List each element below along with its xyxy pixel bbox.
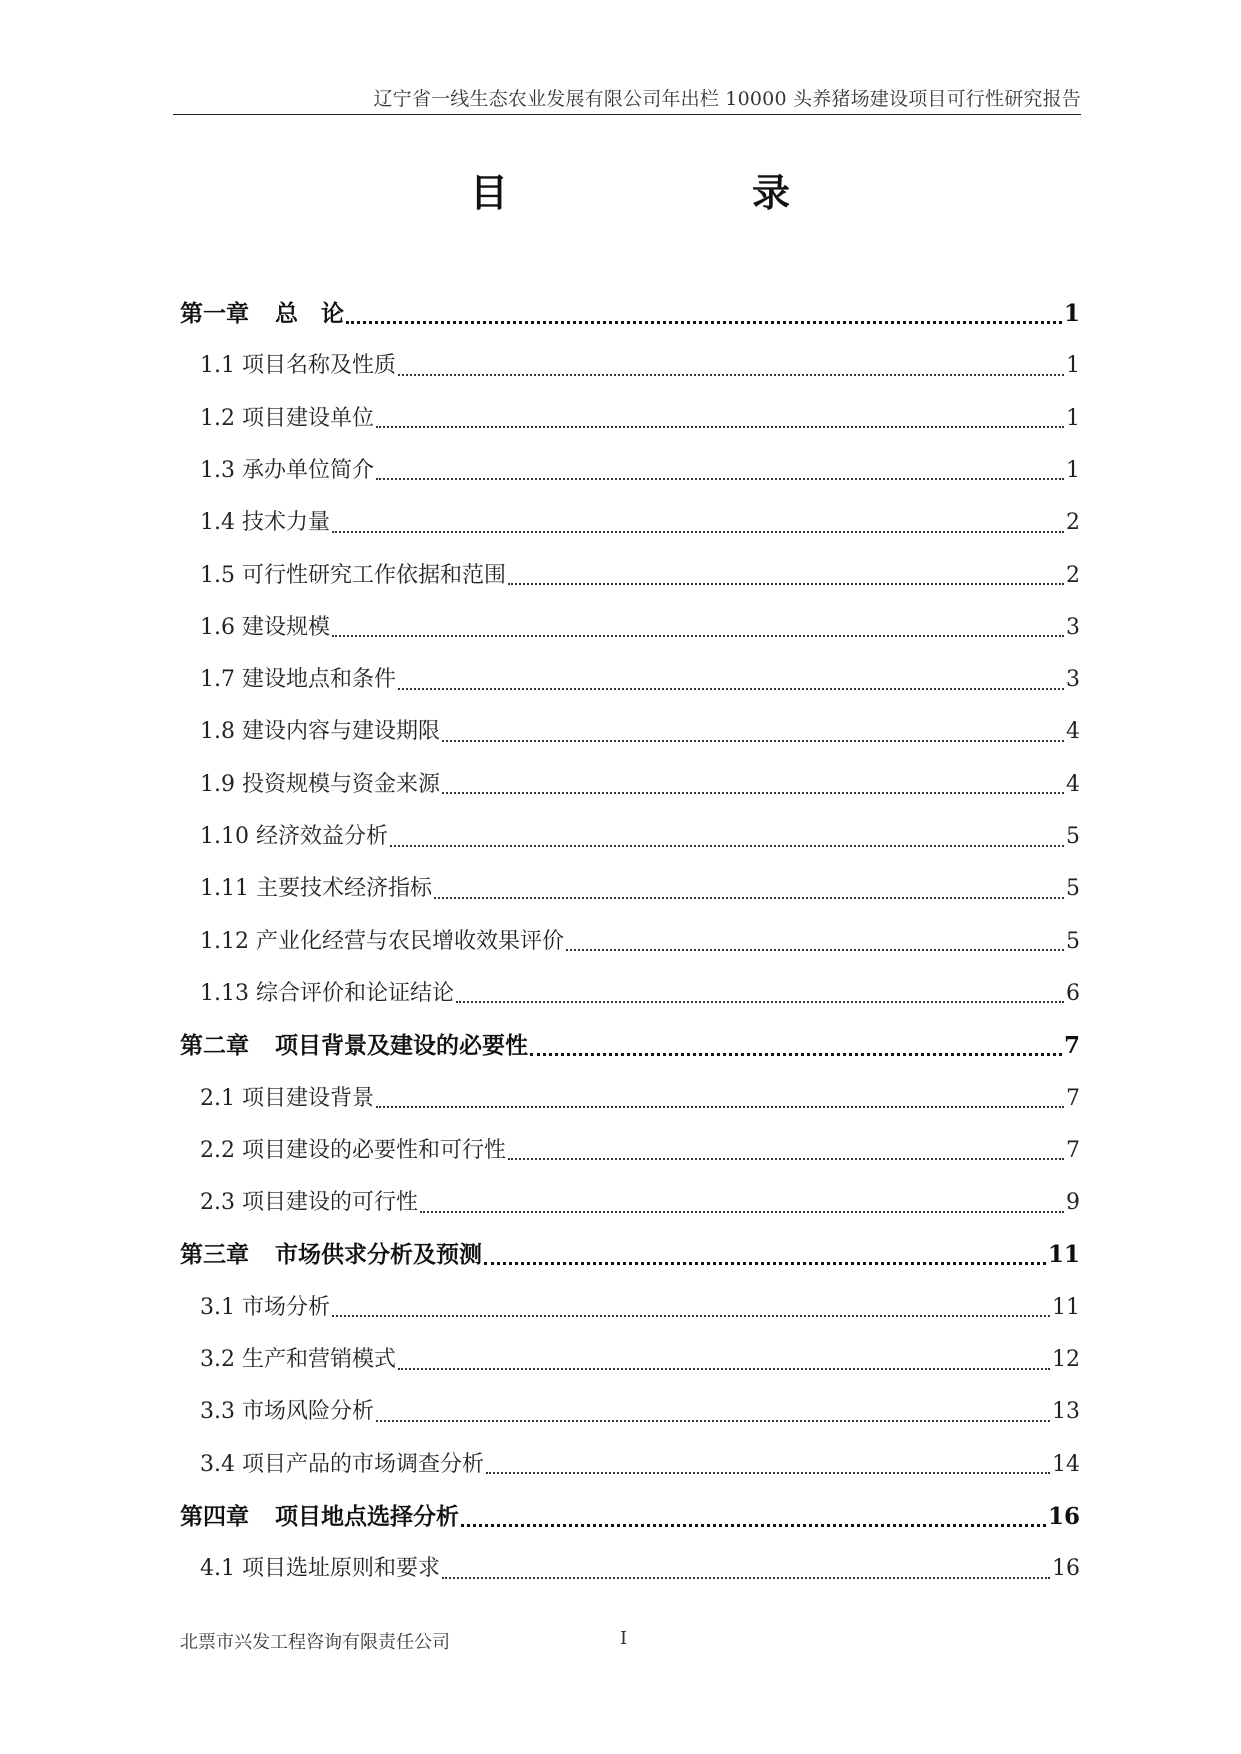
- toc-section-entry[interactable]: [200, 503, 1080, 543]
- toc-dot-leader: [484, 1261, 1046, 1265]
- toc-dot-leader: [508, 582, 1064, 585]
- toc-page-number: 1: [1066, 457, 1080, 483]
- toc-section-entry[interactable]: [200, 1288, 1080, 1328]
- toc-chapter-title: 项目地点选择分析: [275, 1502, 459, 1530]
- running-header-text: 辽宁省一线生态农业发展有限公司年出栏 10000 头养猪场建设项目可行性研究报告: [373, 88, 1081, 110]
- toc-section-label: 1.6 建设规模: [200, 614, 330, 640]
- toc-section-label: 1.5 可行性研究工作依据和范围: [200, 562, 506, 588]
- toc-dot-leader: [461, 1523, 1046, 1527]
- toc-dot-leader: [566, 948, 1064, 951]
- toc-section-entry[interactable]: [200, 922, 1080, 962]
- toc-section-label: 2.2 项目建设的必要性和可行性: [200, 1137, 506, 1163]
- toc-chapter-number: 第二章: [180, 1032, 249, 1060]
- toc-page-number: 13: [1052, 1399, 1080, 1425]
- page-title: [0, 162, 1241, 215]
- toc-page-number: 1: [1066, 405, 1080, 431]
- toc-dot-leader: [486, 1471, 1050, 1474]
- toc-section-entry[interactable]: [200, 974, 1080, 1014]
- toc-chapter-number: 第四章: [180, 1502, 249, 1530]
- toc-dot-leader: [398, 373, 1064, 376]
- toc-page-number: 11: [1047, 1241, 1080, 1269]
- toc-page-number: 7: [1063, 1032, 1080, 1060]
- toc-section-label: 1.4 技术力量: [200, 510, 330, 536]
- toc-section-label: 2.1 项目建设背景: [200, 1085, 374, 1111]
- toc-dot-leader: [376, 1419, 1050, 1422]
- toc-dot-leader: [346, 320, 1062, 324]
- toc-page-number: 12: [1052, 1347, 1080, 1372]
- toc-page-number: 14: [1052, 1451, 1080, 1477]
- toc-page-number: 3: [1066, 667, 1080, 693]
- toc-chapter-label: [180, 1235, 482, 1275]
- toc-section-entry[interactable]: [200, 556, 1080, 596]
- toc-chapter-entry[interactable]: [180, 1026, 1080, 1066]
- toc-chapter-number: 第三章: [180, 1241, 249, 1269]
- toc-section-entry[interactable]: [200, 765, 1080, 805]
- toc-page-number: 11: [1052, 1294, 1080, 1320]
- toc-chapter-label: [180, 1026, 528, 1066]
- toc-section-label: 1.13 综合评价和论证结论: [200, 980, 454, 1006]
- toc-dot-leader: [332, 634, 1064, 637]
- footer-company-name: 北票市兴发工程咨询有限责任公司: [180, 1632, 450, 1653]
- toc-page-number: 9: [1066, 1190, 1080, 1216]
- toc-section-entry[interactable]: [200, 1079, 1080, 1119]
- toc-dot-leader: [420, 1210, 1064, 1213]
- toc-page-number: 1: [1066, 353, 1080, 379]
- toc-section-entry[interactable]: [200, 1392, 1080, 1432]
- toc-section-label: 3.3 市场风险分析: [200, 1399, 374, 1425]
- toc-section-label: 1.1 项目名称及性质: [200, 353, 396, 379]
- toc-dot-leader: [508, 1157, 1064, 1160]
- toc-chapter-entry[interactable]: [180, 1235, 1080, 1275]
- toc-page-number: 7: [1066, 1137, 1080, 1163]
- toc-page-number: 2: [1066, 510, 1080, 536]
- toc-chapter-title: 项目背景及建设的必要性: [275, 1032, 528, 1060]
- toc-section-label: 1.8 建设内容与建设期限: [200, 719, 440, 745]
- toc-section-label: 3.1 市场分析: [200, 1294, 330, 1320]
- toc-section-label: 1.2 项目建设单位: [200, 405, 374, 431]
- toc-dot-leader: [442, 1576, 1050, 1579]
- toc-section-entry[interactable]: [200, 1340, 1080, 1380]
- toc-section-entry[interactable]: [200, 817, 1080, 857]
- toc-section-entry[interactable]: [200, 1549, 1080, 1589]
- toc-section-entry[interactable]: [200, 660, 1080, 700]
- toc-dot-leader: [376, 477, 1064, 480]
- toc-dot-leader: [332, 1314, 1050, 1317]
- toc-page-number: 16: [1052, 1556, 1080, 1582]
- toc-page-number: 3: [1066, 614, 1080, 640]
- running-header: [173, 84, 1081, 115]
- toc-section-label: 1.7 建设地点和条件: [200, 667, 396, 693]
- toc-dot-leader: [434, 896, 1064, 899]
- toc-section-label: 4.1 项目选址原则和要求: [200, 1556, 440, 1582]
- toc-section-label: 3.4 项目产品的市场调查分析: [200, 1451, 484, 1477]
- toc-section-entry[interactable]: [200, 608, 1080, 648]
- toc-section-entry[interactable]: [200, 869, 1080, 909]
- toc-section-entry[interactable]: [200, 399, 1080, 439]
- toc-page-number: 6: [1066, 980, 1080, 1006]
- toc-dot-leader: [398, 1367, 1050, 1370]
- toc-chapter-number: 第一章: [180, 300, 249, 327]
- toc-chapter-label: [180, 294, 344, 334]
- toc-section-entry[interactable]: [200, 1131, 1080, 1171]
- toc-section-label: 1.9 投资规模与资金来源: [200, 771, 440, 797]
- toc-section-label: 3.2 生产和营销模式: [200, 1347, 396, 1372]
- toc-page-number: 5: [1066, 824, 1080, 849]
- toc-page-number: 2: [1066, 562, 1080, 588]
- toc-chapter-title: 市场供求分析及预测: [275, 1241, 482, 1269]
- toc-page-number: 4: [1066, 719, 1080, 745]
- toc-dot-leader: [530, 1052, 1062, 1056]
- toc-dot-leader: [442, 739, 1064, 742]
- toc-section-label: 2.3 项目建设的可行性: [200, 1190, 418, 1216]
- toc-page-number: 1: [1063, 300, 1080, 327]
- page-title-right-char: 录: [752, 171, 791, 215]
- toc-dot-leader: [442, 791, 1064, 794]
- toc-dot-leader: [376, 425, 1064, 428]
- toc-section-label: 1.11 主要技术经济指标: [200, 876, 432, 902]
- toc-section-label: 1.12 产业化经营与农民增收效果评价: [200, 928, 564, 954]
- footer-page-number: I: [620, 1628, 628, 1649]
- toc-chapter-label: [180, 1497, 459, 1537]
- toc-section-entry[interactable]: [200, 451, 1080, 491]
- toc-section-entry[interactable]: [200, 1445, 1080, 1485]
- toc-section-label: 1.3 承办单位简介: [200, 457, 374, 483]
- toc-page-number: 5: [1066, 928, 1080, 954]
- toc-page-number: 7: [1066, 1085, 1080, 1111]
- toc-chapter-entry[interactable]: [180, 1497, 1080, 1537]
- toc-dot-leader: [332, 530, 1064, 533]
- toc-page-number: 4: [1066, 771, 1080, 797]
- toc-page-number: 16: [1047, 1502, 1080, 1530]
- toc-dot-leader: [390, 844, 1064, 847]
- toc-dot-leader: [456, 1000, 1064, 1003]
- toc-chapter-entry[interactable]: [180, 294, 1080, 334]
- page-footer: [180, 1628, 1080, 1658]
- page-title-left-char: 目: [470, 171, 509, 215]
- toc-section-label: 1.10 经济效益分析: [200, 824, 388, 849]
- toc-section-entry[interactable]: [200, 712, 1080, 752]
- toc-section-entry[interactable]: [200, 346, 1080, 386]
- toc-chapter-title: 总 论: [275, 300, 344, 327]
- toc-page-number: 5: [1066, 876, 1080, 902]
- toc-section-entry[interactable]: [200, 1183, 1080, 1223]
- toc-dot-leader: [398, 687, 1064, 690]
- toc-dot-leader: [376, 1105, 1064, 1108]
